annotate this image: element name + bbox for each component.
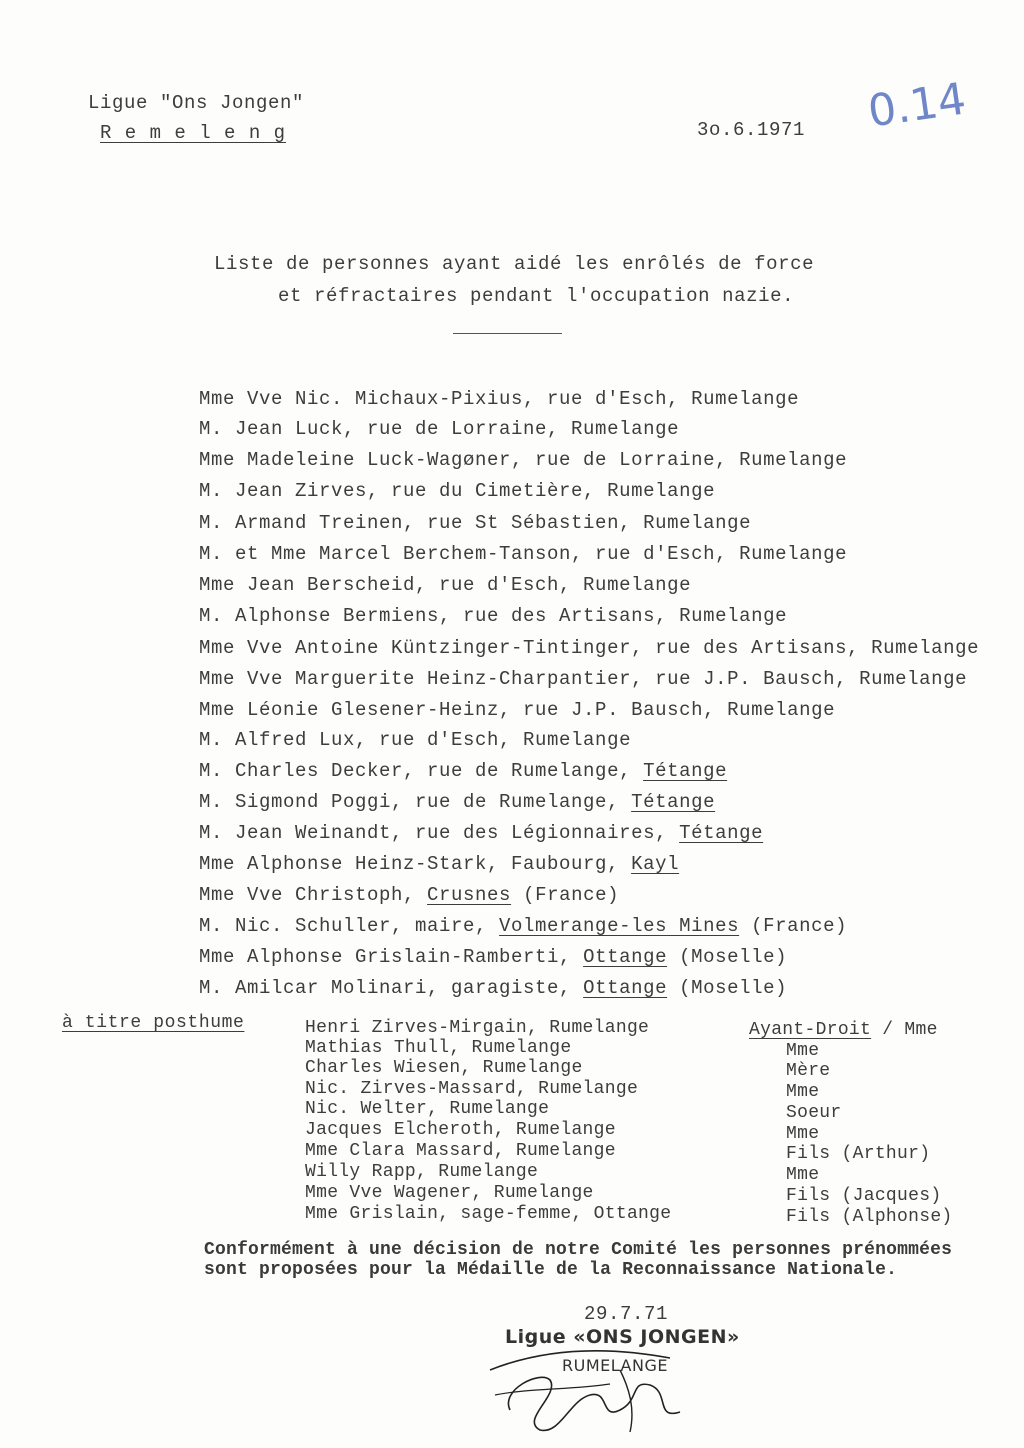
underlined-place: Kayl bbox=[631, 853, 680, 875]
posthumous-heir: Mme bbox=[786, 1041, 820, 1061]
posthumous-heir: Fils (Alphonse) bbox=[786, 1207, 953, 1227]
conclusion-text: Conformément à une décision de notre Comité les personnes prénommées sont proposées pour la Médaille de la Reconnaissance Nationale. bbox=[204, 1240, 953, 1280]
posthumous-heir: Mme bbox=[786, 1165, 820, 1185]
stamp-line-2: RUMELANGE bbox=[562, 1356, 668, 1375]
list-item: M. Nic. Schuller, maire, Volmerange-les Mines (France) bbox=[199, 915, 848, 937]
posthumous-name: Nic. Welter, Rumelange bbox=[305, 1099, 550, 1119]
list-item: M. Jean Zirves, rue du Cimetière, Rumelange bbox=[199, 480, 716, 502]
underlined-place: Tétange bbox=[679, 822, 764, 844]
underlined-place: Tétange bbox=[631, 791, 716, 813]
list-item: Mme Vve Christoph, Crusnes (France) bbox=[199, 884, 620, 906]
signature-icon bbox=[480, 1340, 710, 1440]
posthumous-name: Mme Vve Wagener, Rumelange bbox=[305, 1183, 594, 1203]
underlined-place: Crusnes bbox=[427, 884, 512, 906]
posthumous-heir: Mme bbox=[786, 1124, 820, 1144]
underlined-place: Ottange bbox=[583, 977, 668, 999]
underlined-place: Tétange bbox=[643, 760, 728, 782]
posthumous-heir: Mère bbox=[786, 1061, 831, 1081]
posthumous-name: Mathias Thull, Rumelange bbox=[305, 1038, 572, 1058]
list-item: M. Amilcar Molinari, garagiste, Ottange (Moselle) bbox=[199, 977, 788, 999]
list-item: Mme Vve Nic. Michaux-Pixius, rue d'Esch, Rumelange bbox=[199, 388, 800, 410]
list-item: Mme Vve Antoine Küntzinger-Tintinger, rue des Artisans, Rumelange bbox=[199, 637, 980, 659]
stamp-line-1: Ligue «ONS JONGEN» bbox=[505, 1326, 740, 1348]
posthumous-name: Nic. Zirves-Massard, Rumelange bbox=[305, 1079, 639, 1099]
list-item: M. Jean Weinandt, rue des Légionnaires, Tétange bbox=[199, 822, 764, 844]
list-item: M. Charles Decker, rue de Rumelange, Tétange bbox=[199, 760, 728, 782]
posthumous-name: Mme Clara Massard, Rumelange bbox=[305, 1141, 616, 1161]
posthumous-heir: Fils (Jacques) bbox=[786, 1186, 942, 1206]
list-item: M. Armand Treinen, rue St Sébastien, Rumelange bbox=[199, 512, 752, 534]
list-item: Mme Jean Berscheid, rue d'Esch, Rumelange bbox=[199, 574, 692, 596]
posthumous-label: à titre posthume bbox=[62, 1013, 245, 1033]
handwritten-reference: 0.14 bbox=[864, 73, 970, 138]
posthumous-heir: Mme bbox=[786, 1082, 820, 1102]
list-item: M. Alfred Lux, rue d'Esch, Rumelange bbox=[199, 729, 632, 751]
footer-date: 29.7.71 bbox=[584, 1303, 669, 1325]
title-line-1: Liste de personnes ayant aidé les enrôlés de force bbox=[214, 253, 815, 275]
posthumous-name: Charles Wiesen, Rumelange bbox=[305, 1058, 583, 1078]
underlined-place: Ottange bbox=[583, 946, 668, 968]
posthumous-name: Henri Zirves-Mirgain, Rumelange bbox=[305, 1018, 650, 1038]
list-item: Mme Madeleine Luck-Wagøner, rue de Lorraine, Rumelange bbox=[199, 449, 848, 471]
list-item: M. Jean Luck, rue de Lorraine, Rumelange bbox=[199, 418, 680, 440]
list-item: M. Alphonse Bermiens, rue des Artisans, Rumelange bbox=[199, 605, 788, 627]
title-line-2: et réfractaires pendant l'occupation nazie. bbox=[278, 285, 795, 307]
list-item: M. Sigmond Poggi, rue de Rumelange, Tétange bbox=[199, 791, 716, 813]
posthumous-name: Willy Rapp, Rumelange bbox=[305, 1162, 539, 1182]
posthumous-heir: Fils (Arthur) bbox=[786, 1144, 931, 1164]
town-name: R e m e l e n g bbox=[100, 122, 287, 144]
org-name: Ligue "Ons Jongen" bbox=[88, 92, 305, 114]
posthumous-name: Jacques Elcheroth, Rumelange bbox=[305, 1120, 616, 1140]
underlined-place: Volmerange-les Mines bbox=[499, 915, 740, 937]
list-item: Mme Alphonse Grislain-Ramberti, Ottange (Moselle) bbox=[199, 946, 788, 968]
list-item: M. et Mme Marcel Berchem-Tanson, rue d'Esch, Rumelange bbox=[199, 543, 848, 565]
posthumous-name: Mme Grislain, sage-femme, Ottange bbox=[305, 1204, 672, 1224]
ayant-droit-header: Ayant-Droit / Mme bbox=[749, 1020, 938, 1040]
list-item: Mme Vve Marguerite Heinz-Charpantier, rue J.P. Bausch, Rumelange bbox=[199, 668, 968, 690]
title-divider bbox=[453, 333, 562, 334]
list-item: Mme Léonie Glesener-Heinz, rue J.P. Bausch, Rumelange bbox=[199, 699, 836, 721]
document-date: 3o.6.1971 bbox=[697, 119, 806, 141]
list-item: Mme Alphonse Heinz-Stark, Faubourg, Kayl bbox=[199, 853, 680, 875]
posthumous-heir: Soeur bbox=[786, 1103, 842, 1123]
